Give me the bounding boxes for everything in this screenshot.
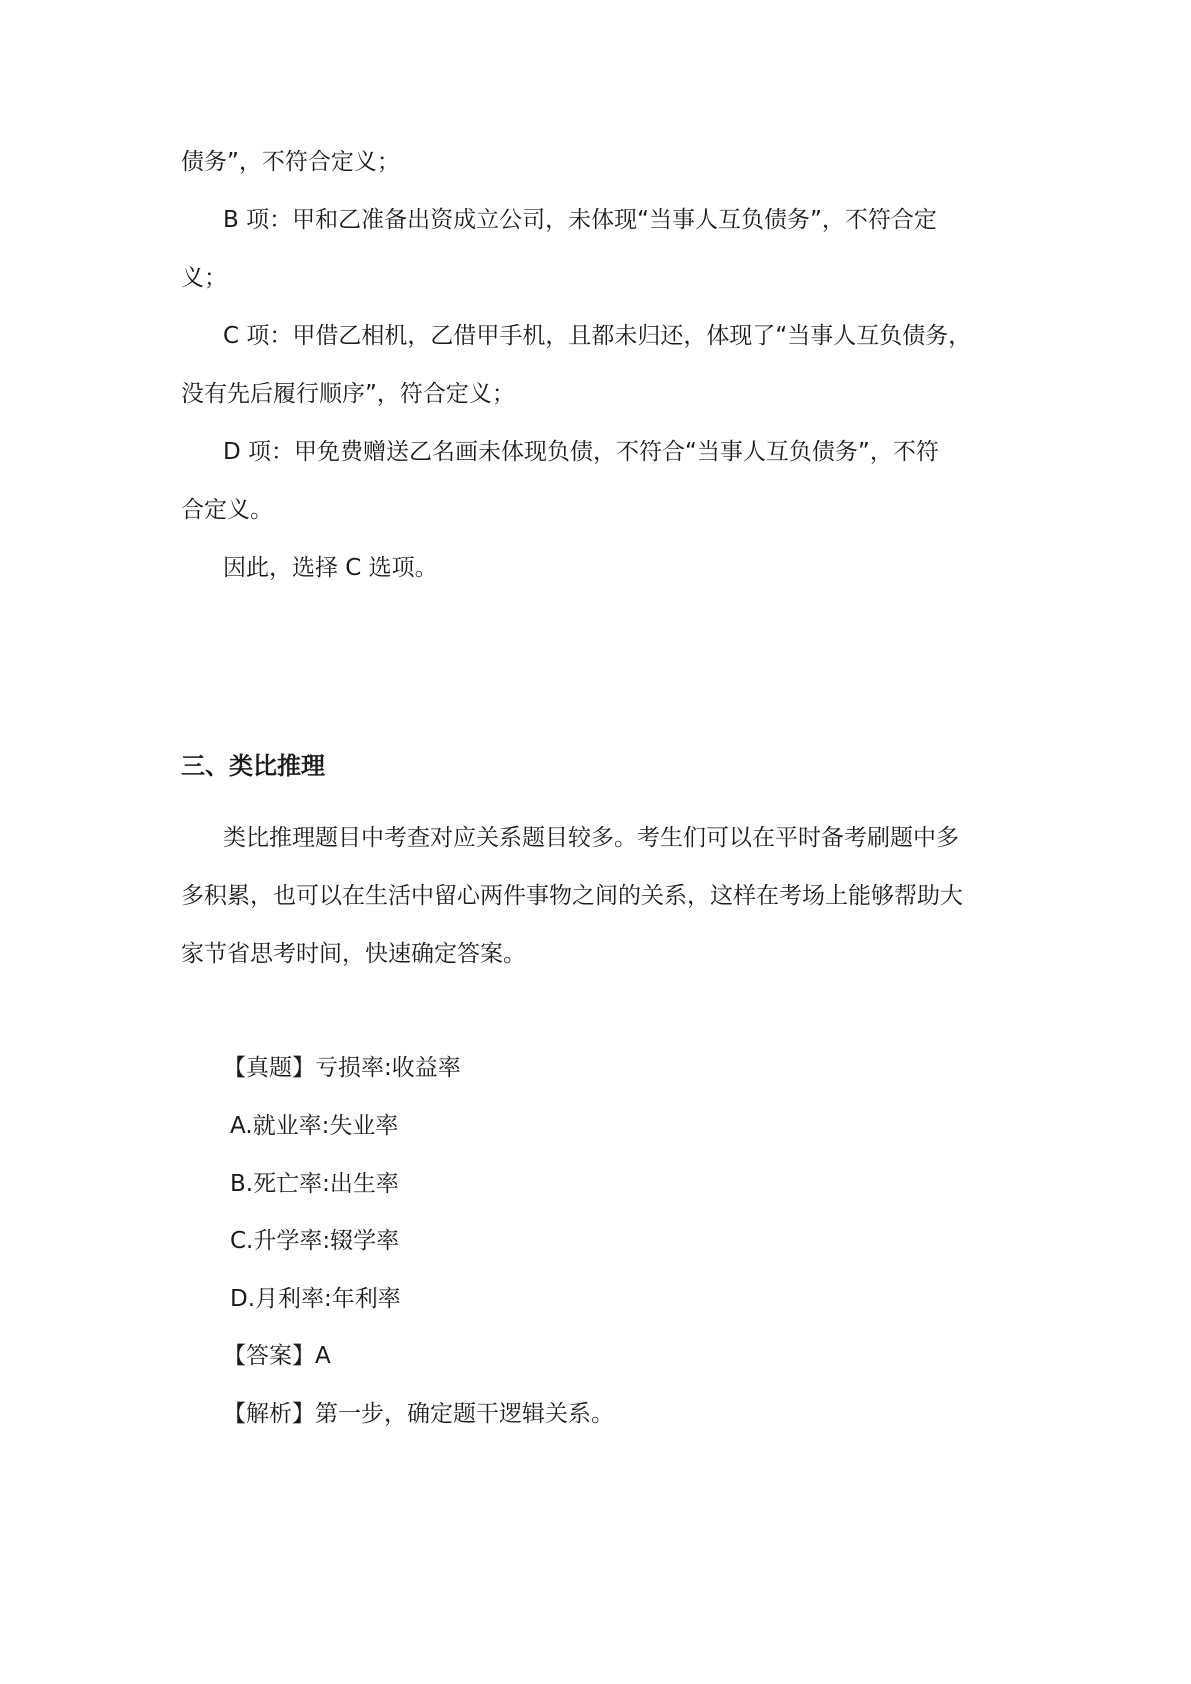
option-c-explanation: C 项：甲借乙相机，乙借甲手机，且都未归还，体现了“当事人互负债务，	[223, 323, 972, 349]
section-title: 三、类比推理	[181, 752, 325, 780]
conclusion-line: 因此，选择 C 选项。	[223, 555, 438, 581]
intro-line: 家节省思考时间，快速确定答案。	[181, 941, 526, 967]
paragraph-line: 义；	[181, 265, 227, 291]
option-b: B.死亡率:出生率	[230, 1171, 399, 1197]
paragraph-line: 合定义。	[181, 497, 273, 523]
analysis-line: 【解析】第一步，确定题干逻辑关系。	[223, 1401, 614, 1427]
option-a: A.就业率:失业率	[230, 1113, 399, 1139]
intro-line: 类比推理题目中考查对应关系题目较多。考生们可以在平时备考刷题中多	[223, 825, 959, 851]
intro-line: 多积累，也可以在生活中留心两件事物之间的关系，这样在考场上能够帮助大	[181, 883, 963, 909]
question-stem: 【真题】亏损率:收益率	[223, 1055, 461, 1081]
option-c: C.升学率:辍学率	[230, 1228, 400, 1254]
option-b-explanation: B 项：甲和乙准备出资成立公司，未体现“当事人互负债务”，不符合定	[223, 207, 937, 233]
option-d: D.月利率:年利率	[230, 1286, 401, 1312]
paragraph-line: 债务”，不符合定义；	[181, 149, 400, 175]
paragraph-line: 没有先后履行顺序”，符合定义；	[181, 381, 515, 407]
option-d-explanation: D 项：甲免费赠送乙名画未体现负债，不符合“当事人互负债务”，不符	[223, 439, 939, 465]
answer-line: 【答案】A	[223, 1343, 331, 1369]
